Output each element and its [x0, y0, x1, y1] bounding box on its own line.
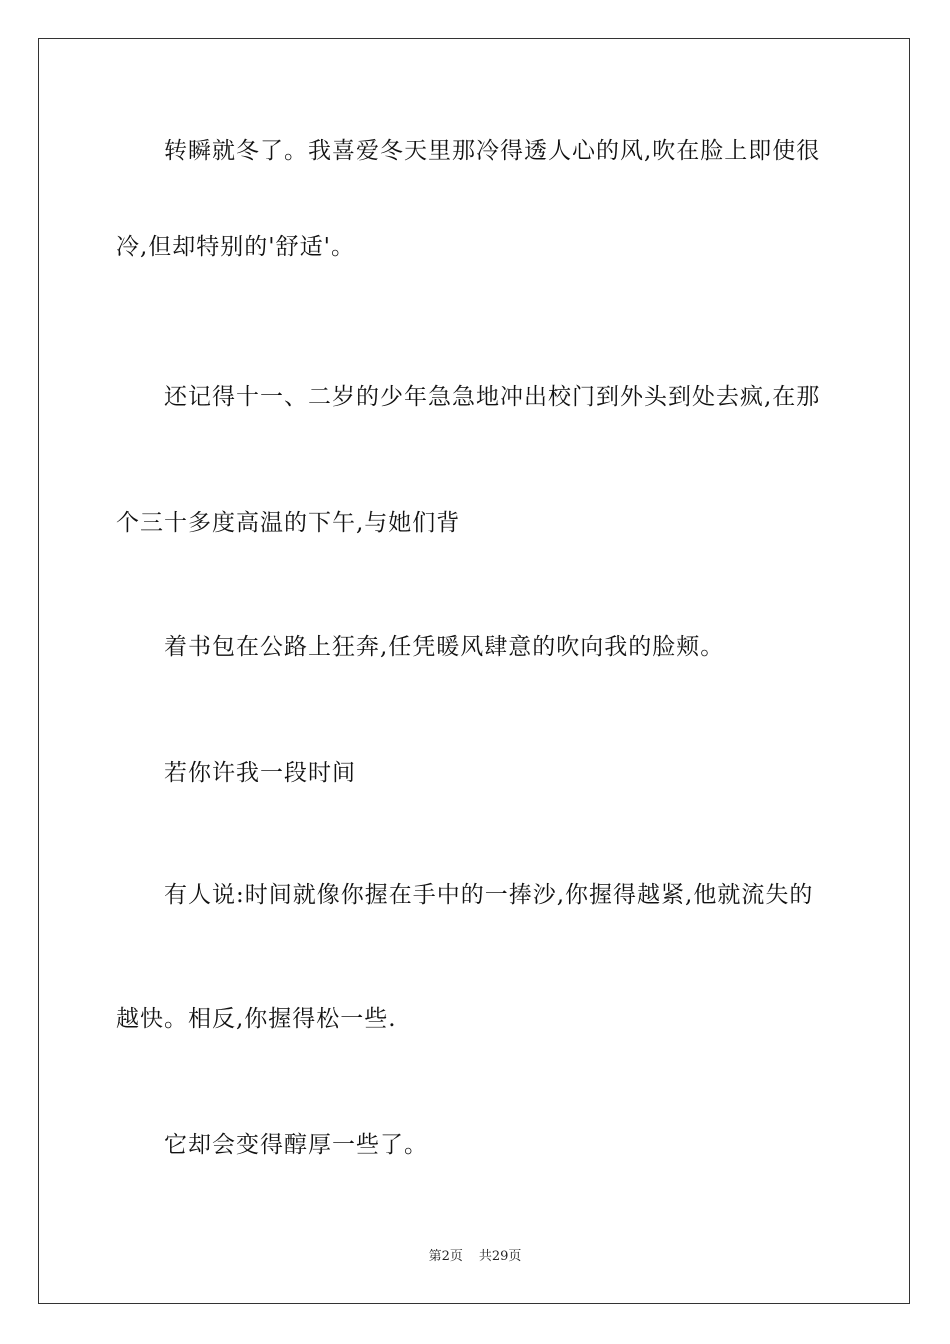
paragraph-line-9: 它却会变得醇厚一些了。 — [164, 1132, 428, 1158]
paragraph-line-8: 越快。相反,你握得松一些. — [116, 1006, 397, 1032]
paragraph-line-1: 转瞬就冬了。我喜爱冬天里那冷得透人心的风,吹在脸上即使很 — [164, 138, 821, 164]
paragraph-line-7: 有人说:时间就像你握在手中的一捧沙,你握得越紧,他就流失的 — [164, 882, 814, 908]
page-total: 共29页 — [478, 1249, 522, 1264]
paragraph-line-4: 个三十多度高温的下午,与她们背 — [116, 510, 461, 536]
paragraph-line-5: 着书包在公路上狂奔,任凭暖风肆意的吹向我的脸颊。 — [164, 634, 725, 660]
paragraph-line-3: 还记得十一、二岁的少年急急地冲出校门到外头到处去疯,在那 — [164, 384, 821, 410]
page-number: 第2页 — [428, 1249, 463, 1264]
page-footer — [0, 1248, 950, 1266]
paragraph-line-2: 冷,但却特别的'舒适'。 — [116, 234, 355, 260]
page-border — [38, 38, 910, 1304]
paragraph-line-6: 若你许我一段时间 — [164, 760, 356, 786]
